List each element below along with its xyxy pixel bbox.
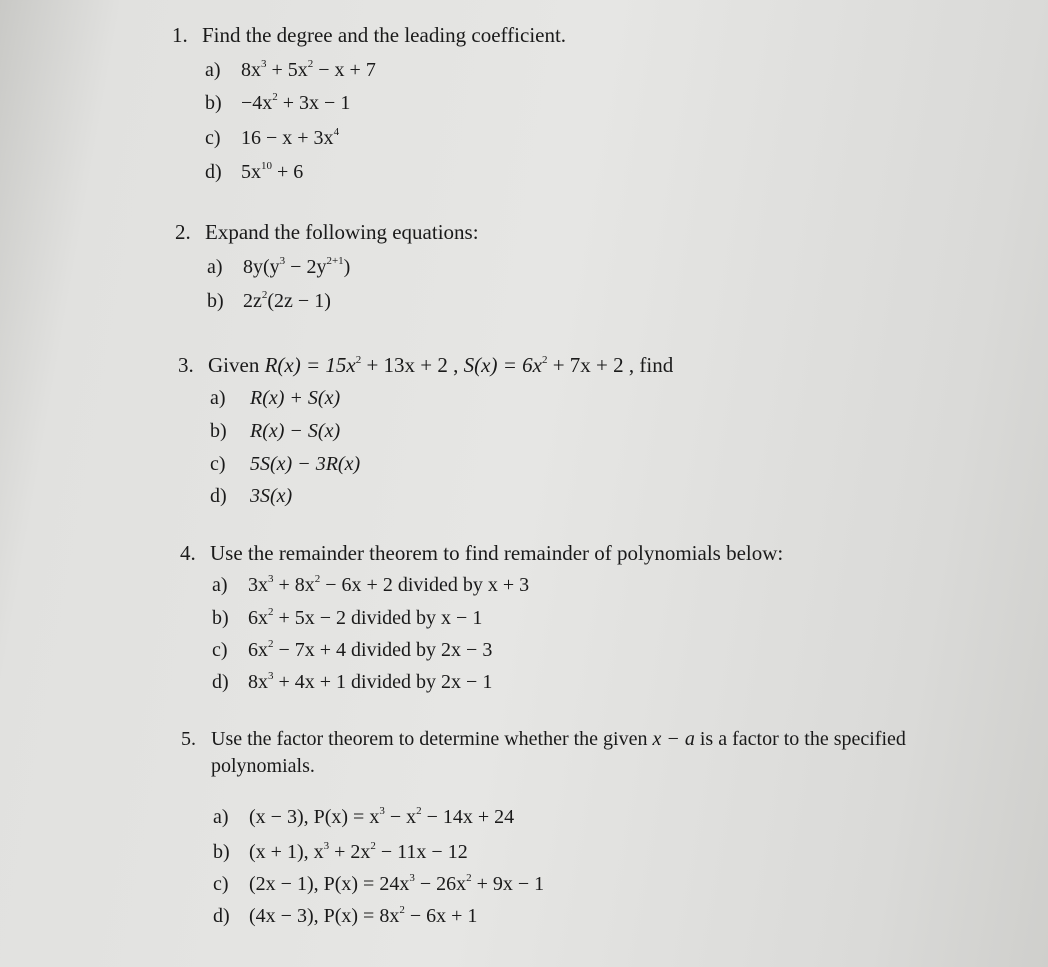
question-2 [175, 219, 479, 245]
expression: $8x^3 + 5x^2 - x + 7$ [241, 58, 376, 81]
expression: $16 - x + 3x^4$ [241, 126, 340, 149]
question-5-item-a: a) (x − 3), $P(x) = x^3 - x^2 - 14x + 24$ [213, 805, 515, 828]
question-4-item-d: d) $8x^3 + 4x + 1$ divided by 2x − 1 [212, 670, 493, 693]
question-4-item-a: a) $3x^3 + 8x^2 - 6x + 2$ divided by x + 3 [212, 573, 530, 596]
expression: (x − 3), $P(x) = x^3 - x^2 - 14x + 24$ [249, 805, 515, 828]
question-text: Use the factor theorem to determine whether the given x − a is a factor to the specified [211, 728, 906, 750]
question-3-item-b: b) R(x) − S(x) [210, 420, 341, 442]
question-text: Expand the following equations: [205, 220, 479, 244]
question-text: Given $R(x) = 15x^2 + 13x + 2$ , $S(x) = 6x^2 + 7x + 2$ , find [208, 353, 674, 377]
question-5-item-c: c) (2x − 1), $P(x) = 24x^3 - 26x^2 + 9x - 1$ [213, 872, 545, 895]
question-5-item-d: d) (4x − 3), $P(x) = 8x^2 - 6x + 1$ [213, 904, 478, 927]
question-4-item-b: b) $6x^2 + 5x - 2$ divided by x − 1 [212, 606, 483, 629]
expression: $5x^{10} + 6$ [241, 160, 304, 183]
expression: $8x^3 + 4x + 1$ divided by 2x − 1 [248, 670, 493, 693]
expression: (4x − 3), $P(x) = 8x^2 - 6x + 1$ [249, 904, 478, 927]
question-3-item-d: d) 3S(x) [210, 485, 293, 507]
question-1-item-b: $b) -4x^2 + 3x - 1$ [205, 91, 351, 114]
question-3-item-c: c) 5S(x) − 3R(x) [210, 453, 361, 475]
expression: (x + 1), $x^3 + 2x^2 - 11x - 12$ [249, 840, 468, 863]
question-number: 4. [180, 541, 196, 565]
expression: $6x^2 + 5x - 2$ divided by x − 1 [248, 606, 483, 629]
question-4 [180, 540, 783, 566]
question-3 [178, 352, 673, 378]
expression: $2z^2(2z - 1)$ [243, 289, 331, 312]
expression: $-4x^2 + 3x - 1$ [241, 91, 351, 114]
expression: $6x^2 - 7x + 4$ divided by 2x − 3 [248, 638, 493, 661]
question-1 [172, 22, 566, 48]
question-number: 3. [178, 353, 194, 377]
question-1-item-c: c) $16 - x + 3x^4$ [205, 126, 340, 149]
expression: R(x) − S(x) [250, 420, 341, 442]
expression: 3S(x) [250, 485, 293, 507]
question-5-line-2: polynomials. [211, 755, 315, 777]
question-4-item-c: c) $6x^2 - 7x + 4$ divided by 2x − 3 [212, 638, 493, 661]
question-1-item-d: d) $5x^{10} + 6$ [205, 160, 304, 183]
question-number: 5. [181, 728, 196, 750]
question-5 [181, 726, 906, 752]
question-number: 2. [175, 220, 191, 244]
question-2-item-a: a) $8y(y^3 - 2y^{2+1})$ [207, 255, 351, 278]
question-number: 1. [172, 23, 188, 47]
expression: $8y(y^3 - 2y^{2+1})$ [243, 255, 351, 278]
expression: (2x − 1), $P(x) = 24x^3 - 26x^2 + 9x - 1$ [249, 872, 545, 895]
question-text: Use the remainder theorem to find remainder of polynomials below: [210, 541, 784, 565]
expression: R(x) + S(x) [250, 387, 341, 409]
expression: 5S(x) − 3R(x) [250, 453, 361, 475]
question-5-item-b: b) (x + 1), $x^3 + 2x^2 - 11x - 12$ [213, 840, 468, 863]
question-text: Find the degree and the leading coefficient. [202, 23, 567, 47]
question-1-item-a: a) $8x^3 + 5x^2 - x + 7$ [205, 58, 376, 81]
expression: $3x^3 + 8x^2 - 6x + 2$ divided by x + 3 [248, 573, 530, 596]
question-2-item-b: b) $2z^2(2z - 1)$ [207, 289, 331, 312]
question-3-item-a: a) R(x) + S(x) [210, 387, 341, 409]
